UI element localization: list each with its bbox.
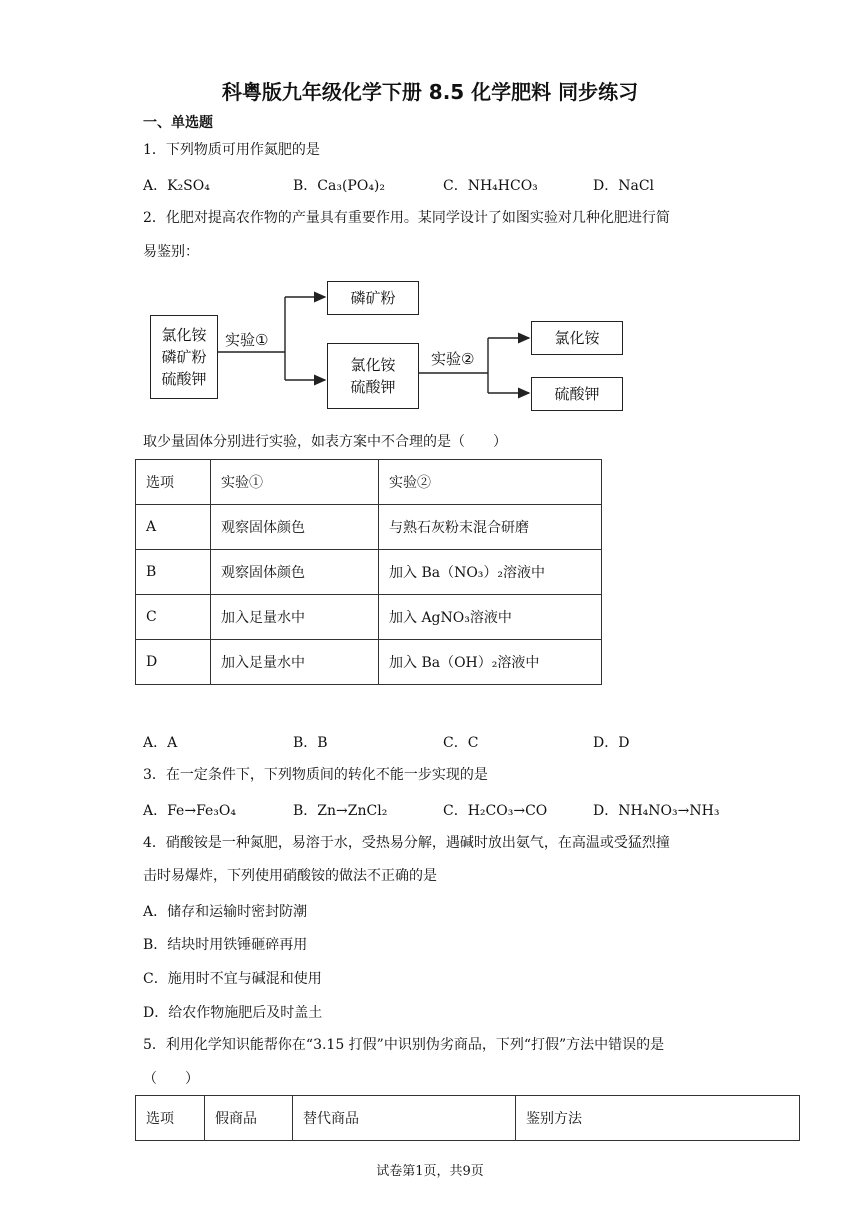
q1-stem: 1．下列物质可用作氮肥的是 xyxy=(143,142,320,158)
table-cell: A xyxy=(136,505,211,550)
q2-option-d: D．D xyxy=(593,735,630,751)
table-header-cell: 替代商品 xyxy=(293,1096,516,1141)
result-box-phosphate: 磷矿粉 xyxy=(327,281,419,315)
table-cell: 观察固体颜色 xyxy=(211,550,379,595)
q4-stem-line1: 4．硝酸铵是一种氮肥，易溶于水，受热易分解，遇碱时放出氨气，在高温或受猛烈撞 xyxy=(143,835,670,851)
q2-stem-line2: 易鉴别： xyxy=(143,244,199,260)
table-header-cell: 实验② xyxy=(379,460,602,505)
section-heading: 一、单选题 xyxy=(143,115,213,131)
table-cell: 加入 AgNO₃溶液中 xyxy=(379,595,602,640)
table-cell: 观察固体颜色 xyxy=(211,505,379,550)
q4-option-c: C．施用时不宜与碱混和使用 xyxy=(143,971,322,987)
table-header-cell: 实验① xyxy=(211,460,379,505)
q2-option-b: B．B xyxy=(293,735,328,751)
q2-stem-line1: 2．化肥对提高农作物的产量具有重要作用。某同学设计了如图实验对几种化肥进行简 xyxy=(143,210,670,226)
table-header-cell: 选项 xyxy=(136,460,211,505)
table-cell: B xyxy=(136,550,211,595)
q2-option-a: A．A xyxy=(143,735,178,751)
q5-answer-bracket: （ ） xyxy=(143,1071,199,1087)
page-title: 科粤版九年级化学下册 8.5 化学肥料 同步练习 xyxy=(221,80,639,104)
q2-option-c: C．C xyxy=(443,735,479,751)
table-cell: D xyxy=(136,640,211,685)
q1-option-c: C．NH₄HCO₃ xyxy=(443,178,538,194)
table-cell: C xyxy=(136,595,211,640)
q5-stem: 5．利用化学知识能帮你在“3.15 打假”中识别伪劣商品，下列“打假”方法中错误的是 xyxy=(143,1037,665,1053)
table-cell: 加入 Ba（NO₃）₂溶液中 xyxy=(379,550,602,595)
experiment-2-label: 实验② xyxy=(431,350,475,368)
q1-option-b: B．Ca₃(PO₄)₂ xyxy=(293,178,386,194)
result-box-potassium: 硫酸钾 xyxy=(531,377,623,411)
q2-table xyxy=(135,459,602,685)
experiment-1-label: 实验① xyxy=(225,331,269,349)
q5-table xyxy=(135,1095,800,1141)
table-row xyxy=(136,505,602,550)
table-header-row xyxy=(136,1096,800,1141)
table-header-row xyxy=(136,460,602,505)
q1-option-a: A．K₂SO₄ xyxy=(143,178,210,194)
q1-option-d: D．NaCl xyxy=(593,178,655,194)
start-item: 氯化铵 xyxy=(161,326,207,344)
q3-option-c: C．H₂CO₃→CO xyxy=(443,803,548,819)
q4-option-a: A．储存和运输时密封防潮 xyxy=(143,904,308,920)
start-item: 磷矿粉 xyxy=(161,348,207,366)
q3-option-d: D．NH₄NO₃→NH₃ xyxy=(593,803,720,819)
middle-item: 硫酸钾 xyxy=(350,378,396,396)
result-box-ammonium: 氯化铵 xyxy=(531,321,623,355)
page-footer: 试卷第1页，共9页 xyxy=(376,1164,484,1179)
q2-prompt: 取少量固体分别进行实验，如表方案中不合理的是（ ） xyxy=(143,434,507,450)
table-header-cell: 选项 xyxy=(136,1096,205,1141)
q4-option-b: B．结块时用铁锤砸碎再用 xyxy=(143,937,308,953)
table-header-cell: 鉴别方法 xyxy=(516,1096,800,1141)
middle-item: 氯化铵 xyxy=(350,356,396,374)
table-header-cell: 假商品 xyxy=(205,1096,293,1141)
q3-stem: 3．在一定条件下，下列物质间的转化不能一步实现的是 xyxy=(143,767,488,783)
q4-option-d: D．给农作物施肥后及时盖土 xyxy=(143,1005,323,1021)
q4-stem-line2: 击时易爆炸，下列使用硝酸铵的做法不正确的是 xyxy=(143,868,437,884)
table-cell: 加入足量水中 xyxy=(211,595,379,640)
table-row xyxy=(136,595,602,640)
table-cell: 加入足量水中 xyxy=(211,640,379,685)
table-row xyxy=(136,640,602,685)
start-item: 硫酸钾 xyxy=(161,370,207,388)
q3-option-a: A．Fe→Fe₃O₄ xyxy=(143,803,237,819)
start-box xyxy=(150,315,218,399)
diagram-arrows xyxy=(0,0,860,440)
table-row xyxy=(136,550,602,595)
table-cell: 与熟石灰粉末混合研磨 xyxy=(379,505,602,550)
table-cell: 加入 Ba（OH）₂溶液中 xyxy=(379,640,602,685)
middle-box xyxy=(327,343,419,409)
q3-option-b: B．Zn→ZnCl₂ xyxy=(293,803,388,819)
